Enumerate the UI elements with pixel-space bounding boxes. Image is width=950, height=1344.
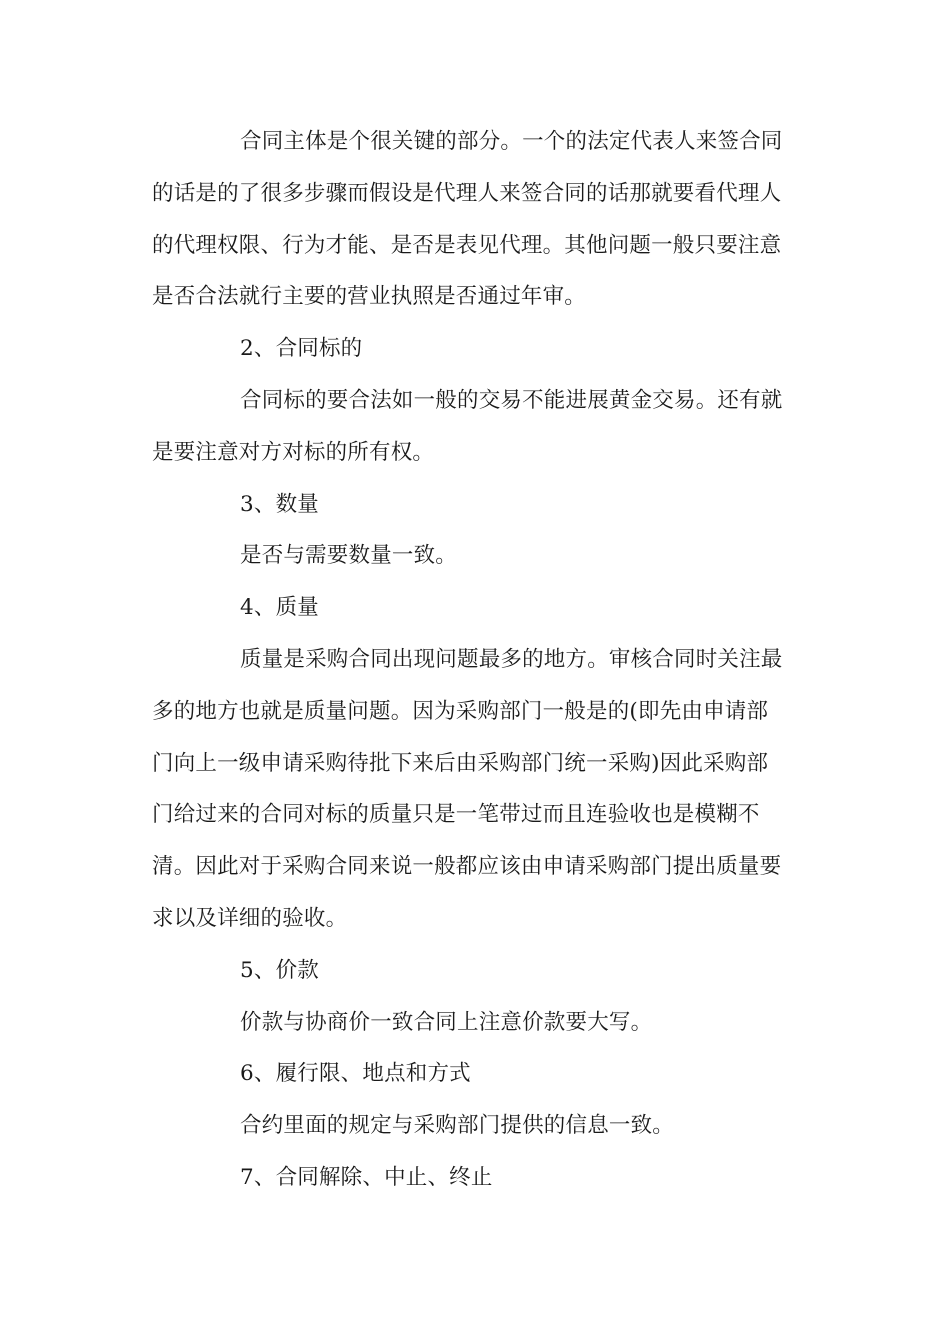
paragraph-contract-object: 合同标的要合法如一般的交易不能进展黄金交易。还有就 是要注意对方对标的所有权。 <box>152 387 783 465</box>
heading-termination: 7、合同解除、中止、终止 <box>240 1164 493 1190</box>
document-body <box>152 116 802 1204</box>
heading-quality: 4、质量 <box>240 595 319 621</box>
heading-quantity: 3、数量 <box>240 491 319 517</box>
heading-performance: 6、履行限、地点和方式 <box>240 1061 471 1087</box>
heading-contract-object: 2、合同标的 <box>240 336 363 362</box>
paragraph-quantity: 是否与需要数量一致。 <box>240 543 458 569</box>
paragraph-performance: 合约里面的规定与采购部门提供的信息一致。 <box>240 1113 675 1139</box>
paragraph-quality: 质量是采购合同出现问题最多的地方。审核合同时关注最 多的地方也就是质量问题。因为采购部门一般是的(即先由申请部 门向上一级申请采购待批下来后由采购部门统一采购)因此采购部 门给过来的合同对标的质量只是一笔带过而且连验收也是模糊不 清。因此对于采购合同来说一般都应该由申请采购部门提出质量要 求以及详细的验收。 <box>152 646 783 931</box>
heading-price: 5、价款 <box>240 957 319 983</box>
paragraph-contract-subject: 合同主体是个很关键的部分。一个的法定代表人来签合同 的话是的了很多步骤而假设是代理人来签合同的话那就要看代理人 的代理权限、行为才能、是否是表见代理。其他问题一般只要注意 是否合法就行主要的营业执照是否通过年审。 <box>152 129 783 310</box>
paragraph-price: 价款与协商价一致合同上注意价款要大写。 <box>240 1009 653 1035</box>
